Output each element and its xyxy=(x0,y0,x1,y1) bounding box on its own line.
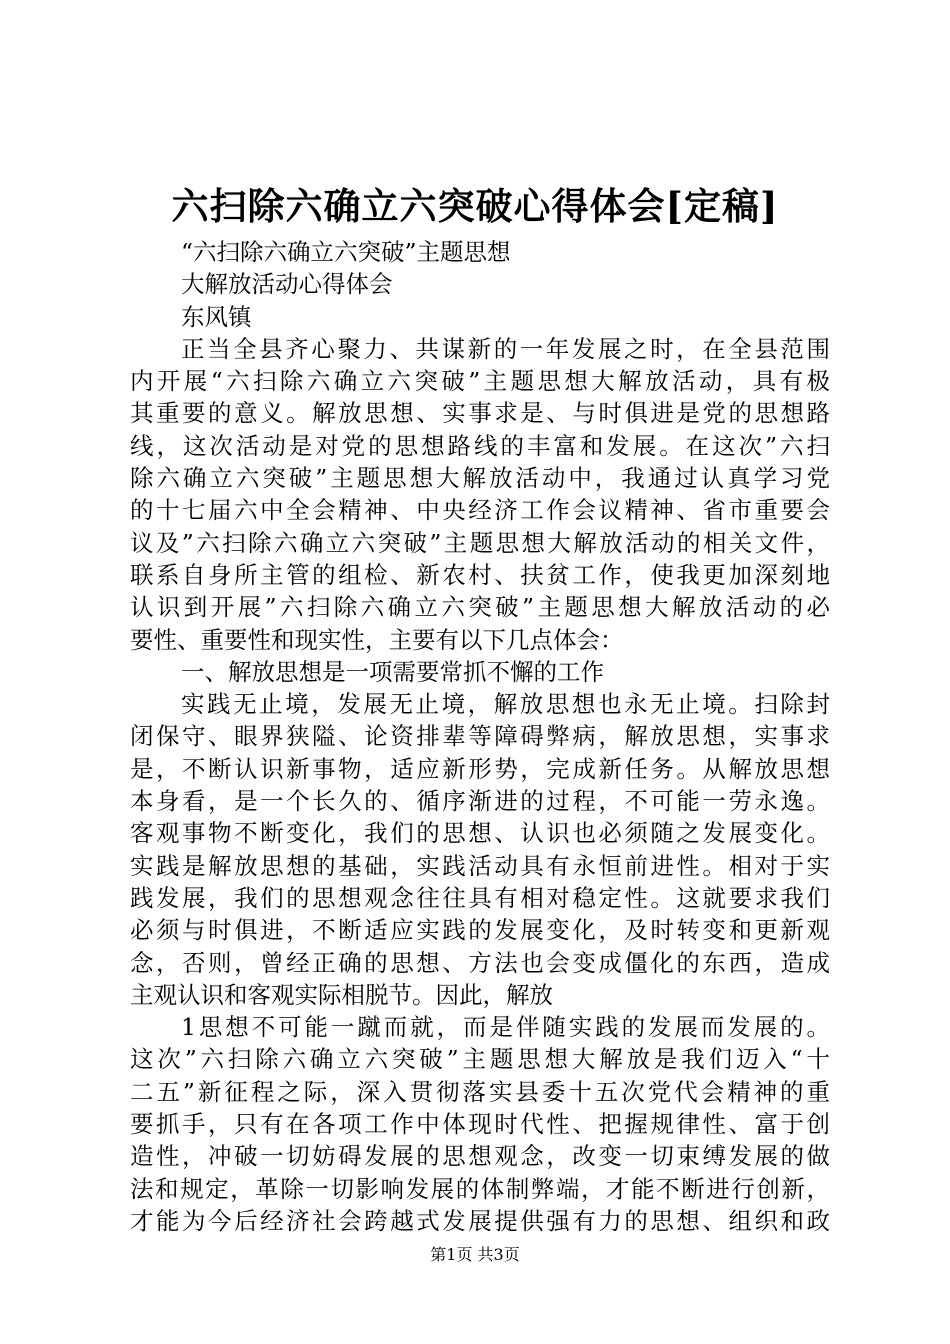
document-title: 六扫除六确立六突破心得体会[定稿] xyxy=(171,184,779,228)
page-number: 第1页 共3页 xyxy=(430,1245,520,1264)
document-body xyxy=(130,236,830,1237)
author-line: 东风镇 xyxy=(181,302,252,331)
body-line: 客观事物不断变化，我们的思想、认识也必须随之发展变化。 xyxy=(130,819,830,848)
body-line: 认识到开展”六扫除六确立六突破”主题思想大解放活动的必 xyxy=(130,593,830,622)
body-line: 线，这次活动是对党的思想路线的丰富和发展。在这次”六扫 xyxy=(130,431,830,460)
body-line: 才能为今后经济社会跨越式发展提供强有力的思想、组织和政 xyxy=(130,1206,830,1235)
body-line: 主观认识和客观实际相脱节。因此，解放 xyxy=(130,980,553,1009)
body-line: 实践无止境，发展无止境，解放思想也永无止境。扫除封 xyxy=(181,690,830,719)
body-line: 是，不断认识新事物，适应新形势，完成新任务。从解放思想 xyxy=(130,754,830,783)
body-line: 闭保守、眼界狭隘、论资排辈等障碍弊病，解放思想，实事求 xyxy=(130,722,830,751)
body-line: 本身看，是一个长久的、循序渐进的过程，不可能一劳永逸。 xyxy=(130,787,830,816)
body-line: 实践是解放思想的基础，实践活动具有永恒前进性。相对于实 xyxy=(130,851,830,880)
body-line: 的十七届六中全会精神、中央经济工作会议精神、省市重要会 xyxy=(130,496,830,525)
body-line: 要抓手，只有在各项工作中体现时代性、把握规律性、富于创 xyxy=(130,1110,830,1139)
body-line: 必须与时俱进，不断适应实践的发展变化，及时转变和更新观 xyxy=(130,916,830,945)
section-heading: 一、解放思想是一项需要常抓不懈的工作 xyxy=(181,657,604,686)
body-line: 正当全县齐心聚力、共谋新的一年发展之时，在全县范围 xyxy=(181,334,830,363)
body-line: 践发展，我们的思想观念往往具有相对稳定性。这就要求我们 xyxy=(130,883,830,912)
body-line: 1思想不可能一蹴而就，而是伴随实践的发展而发展的。 xyxy=(181,1013,830,1042)
body-line: 内开展“六扫除六确立六突破”主题思想大解放活动，具有极 xyxy=(130,367,830,396)
body-line: 念，否则，曾经正确的思想、方法也会变成僵化的东西，造成 xyxy=(130,948,830,977)
subtitle-line-2: 大解放活动心得体会 xyxy=(181,270,393,299)
body-line: 二五”新征程之际，深入贯彻落实县委十五次党代会精神的重 xyxy=(130,1077,830,1106)
body-line: 除六确立六突破”主题思想大解放活动中，我通过认真学习党 xyxy=(130,464,830,493)
body-line: 议及”六扫除六确立六突破”主题思想大解放活动的相关文件， xyxy=(130,528,830,557)
body-line: 这次”六扫除六确立六突破”主题思想大解放是我们迈入“十 xyxy=(130,1045,830,1074)
body-line: 造性，冲破一切妨碍发展的思想观念，改变一切束缚发展的做 xyxy=(130,1142,830,1171)
body-line: 要性、重要性和现实性，主要有以下几点体会： xyxy=(130,625,624,654)
body-line: 法和规定，革除一切影响发展的体制弊端，才能不断进行创新， xyxy=(130,1174,830,1203)
subtitle-line-1: “六扫除六确立六突破”主题思想 xyxy=(181,238,511,266)
body-line: 联系自身所主管的组检、新农村、扶贫工作，使我更加深刻地 xyxy=(130,560,830,589)
body-line: 其重要的意义。解放思想、实事求是、与时俱进是党的思想路 xyxy=(130,399,830,428)
